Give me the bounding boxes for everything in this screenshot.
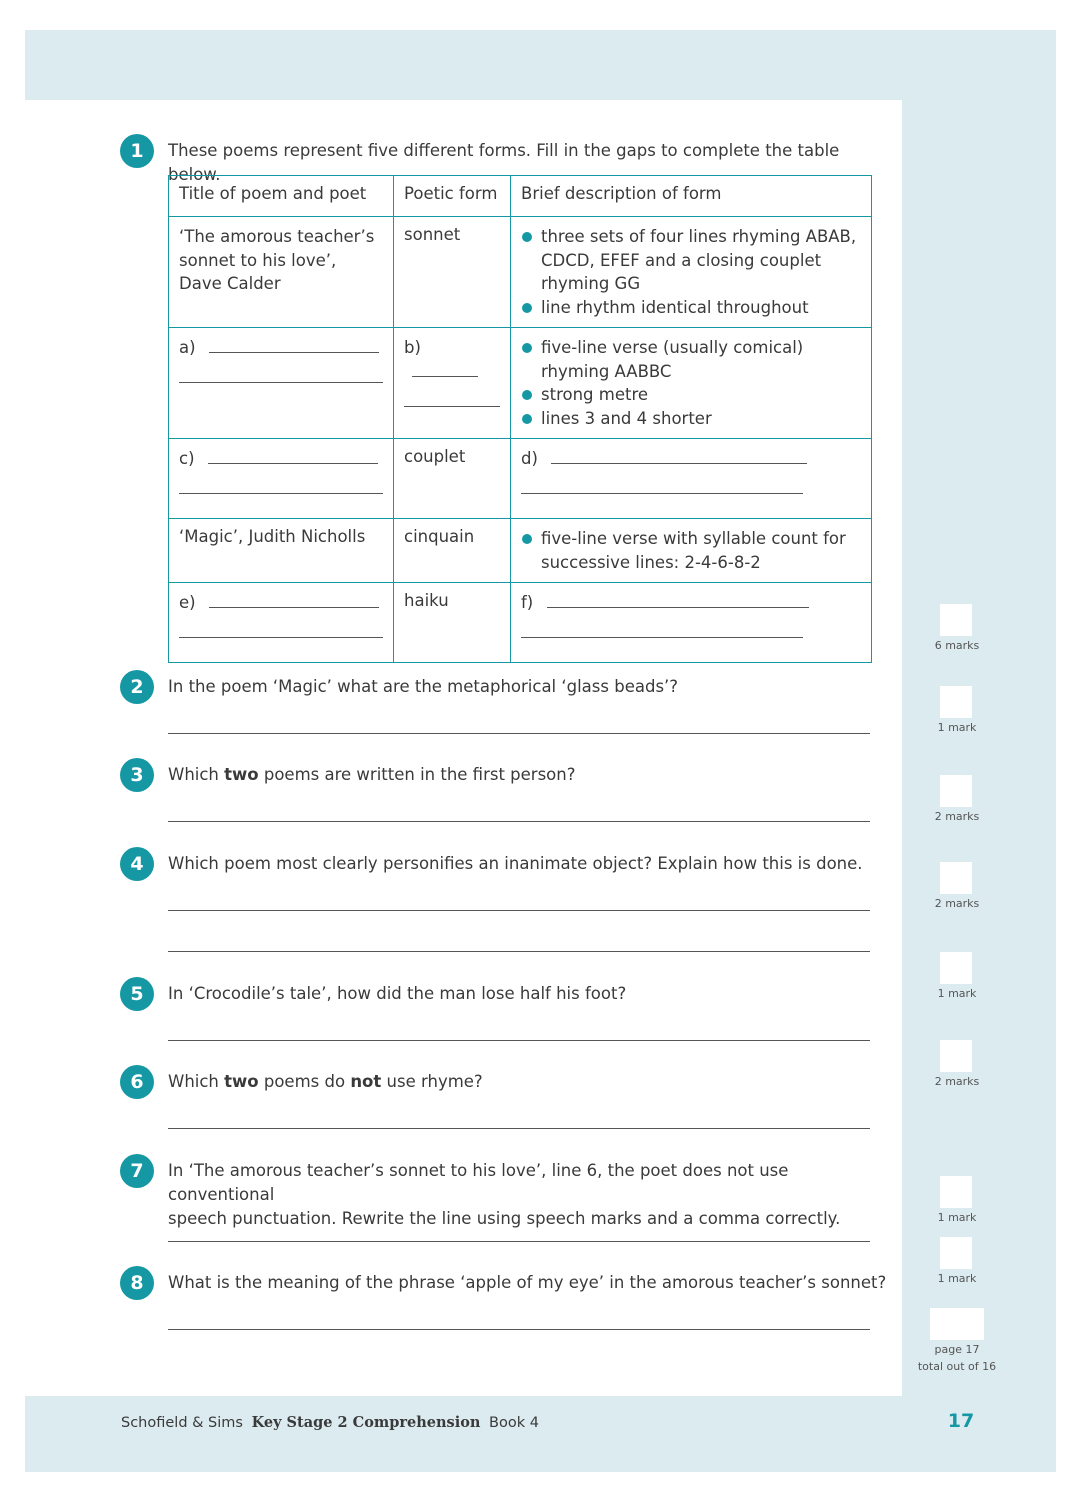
marks-q6: 2 marks [934,1075,980,1088]
table-row [169,328,872,439]
answer-e-blank[interactable] [209,607,379,608]
marks-q2: 1 mark [937,721,977,734]
answer-e-label: e) [179,593,196,612]
question-8-text: What is the meaning of the phrase ‘apple of my eye’ in the amorous teacher’s sonnet? [168,1273,887,1292]
table-row [169,439,872,519]
answer-d-blank[interactable] [551,463,807,464]
question-7-answer-line[interactable] [168,1241,870,1242]
q7-line-2: speech punctuation. Rewrite the line using speech marks and a comma correctly. [168,1209,841,1228]
row1-description [511,217,872,328]
question-5-text: In ‘Crocodile’s tale’, how did the man lose half his foot? [168,984,627,1003]
row2-form [394,328,511,439]
row2-bullet-1: five-line verse (usually comical) rhyming AABBC [521,336,861,383]
answer-a-line-2[interactable] [179,382,383,383]
question-4-text: Which poem most clearly personifies an inanimate object? Explain how this is done. [168,854,863,873]
header-description: Brief description of form [511,176,872,217]
question-2-answer-line[interactable] [168,733,870,734]
header-title: Title of poem and poet [169,176,394,217]
table-row [169,217,872,328]
question-4-number: 4 [120,847,154,881]
question-6-text [168,1070,868,1094]
question-2-number: 2 [120,670,154,704]
mark-box-q1[interactable] [940,604,972,636]
page-total-label: page 17 [934,1343,980,1356]
marks-q7: 1 mark [937,1211,977,1224]
mark-box-q8[interactable] [940,1237,972,1269]
row1-bullet-1: three sets of four lines rhyming ABAB, CDCD, EFEF and a closing couplet rhyming GG [521,225,861,296]
answer-f-blank[interactable] [547,607,809,608]
table-row [169,583,872,663]
poems-table [168,175,872,663]
question-2-text: In the poem ‘Magic’ what are the metaphorical ‘glass beads’? [168,677,679,696]
mark-box-q6[interactable] [940,1040,972,1072]
question-4-answer-line-1[interactable] [168,910,870,911]
footer-publisher: Schofield & Sims [121,1415,243,1431]
row4-bullet-1: five-line verse with syllable count for successive lines: 2-4-6-8-2 [521,527,861,574]
mark-box-q4[interactable] [940,862,972,894]
q6-mid: poems do [258,1072,351,1091]
q6-pre: Which [168,1072,225,1091]
answer-c-blank[interactable] [208,463,378,464]
row4-description [511,519,872,583]
q6-post: use rhyme? [381,1072,483,1091]
question-1-number: 1 [120,134,154,168]
marks-q1: 6 marks [934,639,980,652]
row1-title: ‘The amorous teacher’s sonnet to his love’, Dave Calder [169,217,394,328]
row2-bullet-2: strong metre [521,383,861,407]
q6-bold-2: not [350,1072,382,1091]
row5-form: haiku [394,583,511,663]
q6-bold: two [224,1072,259,1091]
answer-c-label: c) [179,449,195,468]
footer-credit [121,1414,539,1431]
header-form: Poetic form [394,176,511,217]
answer-a-label: a) [179,338,196,357]
answer-e-line-2[interactable] [179,637,383,638]
question-3-answer-line[interactable] [168,821,870,822]
question-8-answer-line[interactable] [168,1329,870,1330]
question-3-text [168,763,868,787]
answer-f-line-2[interactable] [521,637,803,638]
table-header-row [169,176,872,217]
q3-pre: Which [168,765,225,784]
answer-d-label: d) [521,449,538,468]
footer-book: Book 4 [489,1415,539,1431]
row2-bullet-3: lines 3 and 4 shorter [521,407,861,431]
answer-b-blank[interactable] [412,376,478,377]
answer-d-line-2[interactable] [521,493,803,494]
answer-c-line-2[interactable] [179,493,383,494]
row2-title [169,328,394,439]
marks-q5: 1 mark [937,987,977,1000]
marks-q4: 2 marks [934,897,980,910]
row3-title [169,439,394,519]
row4-title: ‘Magic’, Judith Nicholls [169,519,394,583]
footer-page-number: 17 [947,1410,975,1432]
answer-f-label: f) [521,593,534,612]
page-total-box[interactable] [930,1308,984,1340]
q7-line-1: In ‘The amorous teacher’s sonnet to his love’, line 6, the poet does not use conventional [168,1161,789,1204]
question-3-number: 3 [120,758,154,792]
question-6-number: 6 [120,1065,154,1099]
total-out-of-label: total out of 16 [917,1360,997,1373]
row3-description [511,439,872,519]
q3-post: poems are written in the first person? [258,765,576,784]
row1-bullet-2: line rhythm identical throughout [521,296,861,320]
table-row [169,519,872,583]
question-8-number: 8 [120,1266,154,1300]
row2-description [511,328,872,439]
question-7-number: 7 [120,1154,154,1188]
question-7-text [168,1159,888,1231]
row5-title [169,583,394,663]
question-4-answer-line-2[interactable] [168,951,870,952]
mark-box-q3[interactable] [940,775,972,807]
marks-q8: 1 mark [937,1272,977,1285]
question-6-answer-line[interactable] [168,1128,870,1129]
footer-series: Key Stage 2 Comprehension [251,1414,481,1431]
question-5-answer-line[interactable] [168,1040,870,1041]
answer-b-line-2[interactable] [404,406,500,407]
question-5-number: 5 [120,977,154,1011]
q3-bold: two [224,765,259,784]
row4-form: cinquain [394,519,511,583]
marks-q3: 2 marks [934,810,980,823]
row1-form: sonnet [394,217,511,328]
answer-b-label: b) [404,338,421,357]
question-1-text: These poems represent five different forms. Fill in the gaps to complete the table below. [168,141,840,184]
mark-box-q5[interactable] [940,952,972,984]
mark-box-q2[interactable] [940,686,972,718]
row5-description [511,583,872,663]
answer-a-blank[interactable] [209,352,379,353]
row3-form: couplet [394,439,511,519]
mark-box-q7[interactable] [940,1176,972,1208]
